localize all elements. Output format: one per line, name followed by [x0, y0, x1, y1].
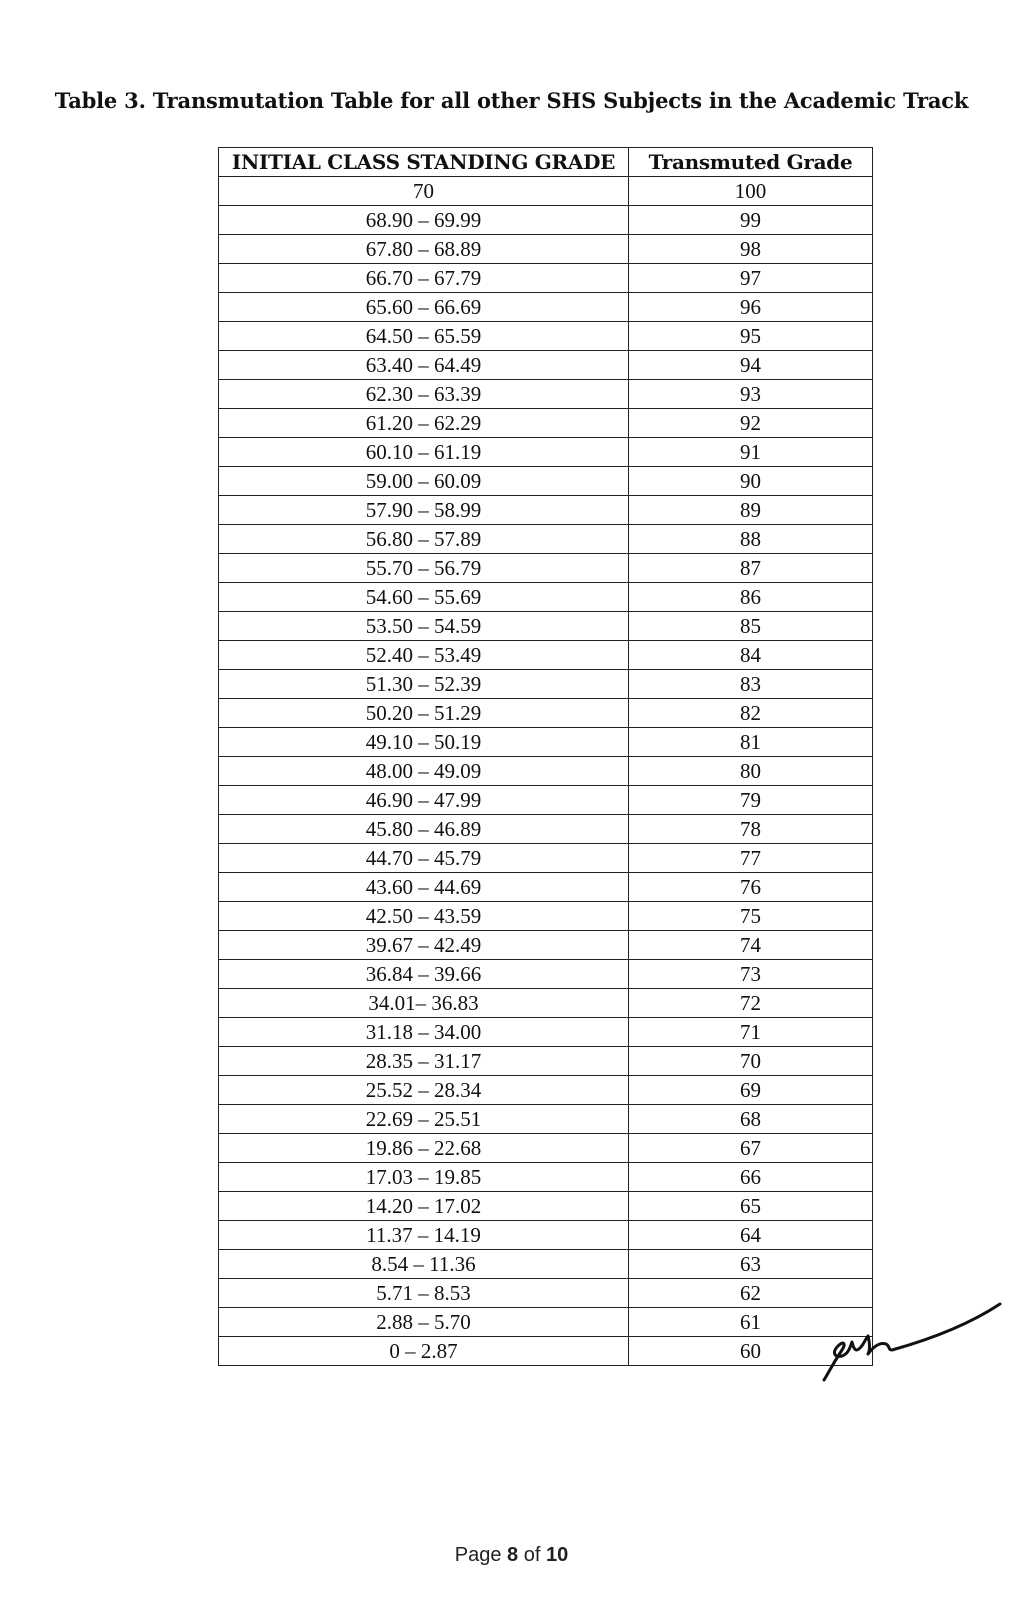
transmuted-grade-cell: 88: [629, 525, 873, 554]
initial-grade-cell: 56.80 – 57.89: [219, 525, 629, 554]
table-row: [219, 525, 873, 554]
transmuted-grade-cell: 64: [629, 1221, 873, 1250]
transmuted-grade-cell: 69: [629, 1076, 873, 1105]
table-row: [219, 264, 873, 293]
initial-grade-cell: 52.40 – 53.49: [219, 641, 629, 670]
transmuted-grade-cell: 98: [629, 235, 873, 264]
initial-grade-cell: 31.18 – 34.00: [219, 1018, 629, 1047]
initial-grade-cell: 36.84 – 39.66: [219, 960, 629, 989]
page-footer: [0, 1544, 1023, 1567]
transmuted-grade-cell: 70: [629, 1047, 873, 1076]
transmuted-grade-cell: 75: [629, 902, 873, 931]
table-row: [219, 757, 873, 786]
table-row: [219, 467, 873, 496]
table-row: [219, 206, 873, 235]
header-transmuted-grade: Transmuted Grade: [629, 148, 873, 177]
transmuted-grade-cell: 77: [629, 844, 873, 873]
page-total: 10: [545, 1544, 569, 1566]
initial-grade-cell: 61.20 – 62.29: [219, 409, 629, 438]
table-row: [219, 1076, 873, 1105]
table-row: [219, 438, 873, 467]
initial-grade-cell: 65.60 – 66.69: [219, 293, 629, 322]
table-row: [219, 902, 873, 931]
table-row: [219, 815, 873, 844]
table-row: [219, 989, 873, 1018]
table-row: [219, 670, 873, 699]
initial-grade-cell: 17.03 – 19.85: [219, 1163, 629, 1192]
transmuted-grade-cell: 89: [629, 496, 873, 525]
initial-grade-cell: 45.80 – 46.89: [219, 815, 629, 844]
initial-grade-cell: 14.20 – 17.02: [219, 1192, 629, 1221]
table-row: [219, 612, 873, 641]
transmuted-grade-cell: 66: [629, 1163, 873, 1192]
transmuted-grade-cell: 91: [629, 438, 873, 467]
transmuted-grade-cell: 100: [629, 177, 873, 206]
initial-grade-cell: 0 – 2.87: [219, 1337, 629, 1366]
table-row: [219, 293, 873, 322]
initial-grade-cell: 57.90 – 58.99: [219, 496, 629, 525]
signature: [818, 1300, 1008, 1390]
initial-grade-cell: 63.40 – 64.49: [219, 351, 629, 380]
initial-grade-cell: 64.50 – 65.59: [219, 322, 629, 351]
table-row: [219, 960, 873, 989]
initial-grade-cell: 49.10 – 50.19: [219, 728, 629, 757]
initial-grade-cell: 43.60 – 44.69: [219, 873, 629, 902]
initial-grade-cell: 54.60 – 55.69: [219, 583, 629, 612]
table-row: [219, 1105, 873, 1134]
initial-grade-cell: 39.67 – 42.49: [219, 931, 629, 960]
transmuted-grade-cell: 62: [629, 1279, 873, 1308]
table-row: [219, 554, 873, 583]
table-header-row: [219, 148, 873, 177]
transmuted-grade-cell: 94: [629, 351, 873, 380]
initial-grade-cell: 25.52 – 28.34: [219, 1076, 629, 1105]
table-row: [219, 235, 873, 264]
initial-grade-cell: 60.10 – 61.19: [219, 438, 629, 467]
transmuted-grade-cell: 61: [629, 1308, 873, 1337]
table-row: [219, 728, 873, 757]
transmuted-grade-cell: 74: [629, 931, 873, 960]
transmuted-grade-cell: 93: [629, 380, 873, 409]
transmuted-grade-cell: 67: [629, 1134, 873, 1163]
initial-grade-cell: 53.50 – 54.59: [219, 612, 629, 641]
transmuted-grade-cell: 99: [629, 206, 873, 235]
page-number: 8: [507, 1544, 519, 1566]
initial-grade-cell: 68.90 – 69.99: [219, 206, 629, 235]
transmuted-grade-cell: 87: [629, 554, 873, 583]
initial-grade-cell: 67.80 – 68.89: [219, 235, 629, 264]
table-row: [219, 844, 873, 873]
transmuted-grade-cell: 82: [629, 699, 873, 728]
transmuted-grade-cell: 80: [629, 757, 873, 786]
transmuted-grade-cell: 60: [629, 1337, 873, 1366]
transmuted-grade-cell: 85: [629, 612, 873, 641]
transmuted-grade-cell: 97: [629, 264, 873, 293]
transmuted-grade-cell: 84: [629, 641, 873, 670]
transmuted-grade-cell: 71: [629, 1018, 873, 1047]
initial-grade-cell: 48.00 – 49.09: [219, 757, 629, 786]
table-body: [219, 177, 873, 1366]
table-row: [219, 1134, 873, 1163]
table-row: [219, 786, 873, 815]
transmuted-grade-cell: 73: [629, 960, 873, 989]
transmuted-grade-cell: 65: [629, 1192, 873, 1221]
table-row: [219, 1250, 873, 1279]
transmuted-grade-cell: 63: [629, 1250, 873, 1279]
table-row: [219, 322, 873, 351]
transmuted-grade-cell: 72: [629, 989, 873, 1018]
table-row: [219, 1279, 873, 1308]
initial-grade-cell: 70: [219, 177, 629, 206]
transmuted-grade-cell: 76: [629, 873, 873, 902]
transmuted-grade-cell: 68: [629, 1105, 873, 1134]
page-of: of: [523, 1544, 541, 1566]
initial-grade-cell: 50.20 – 51.29: [219, 699, 629, 728]
table-row: [219, 1192, 873, 1221]
initial-grade-cell: 11.37 – 14.19: [219, 1221, 629, 1250]
initial-grade-cell: 8.54 – 11.36: [219, 1250, 629, 1279]
table-row: [219, 177, 873, 206]
table-row: [219, 496, 873, 525]
page-prefix: Page: [454, 1544, 502, 1566]
table-row: [219, 699, 873, 728]
initial-grade-cell: 2.88 – 5.70: [219, 1308, 629, 1337]
table-row: [219, 1047, 873, 1076]
initial-grade-cell: 51.30 – 52.39: [219, 670, 629, 699]
table-title: Table 3. Transmutation Table for all other SHS Subjects in the Academic Track: [54, 88, 969, 113]
initial-grade-cell: 34.01– 36.83: [219, 989, 629, 1018]
initial-grade-cell: 22.69 – 25.51: [219, 1105, 629, 1134]
table-row: [219, 583, 873, 612]
initial-grade-cell: 55.70 – 56.79: [219, 554, 629, 583]
transmuted-grade-cell: 78: [629, 815, 873, 844]
table-row: [219, 1018, 873, 1047]
initial-grade-cell: 46.90 – 47.99: [219, 786, 629, 815]
table-row: [219, 873, 873, 902]
table-row: [219, 409, 873, 438]
initial-grade-cell: 44.70 – 45.79: [219, 844, 629, 873]
table-row: [219, 380, 873, 409]
transmuted-grade-cell: 92: [629, 409, 873, 438]
table-row: [219, 1221, 873, 1250]
transmuted-grade-cell: 79: [629, 786, 873, 815]
transmuted-grade-cell: 81: [629, 728, 873, 757]
transmutation-table: [218, 147, 873, 1366]
table-row: [219, 351, 873, 380]
transmuted-grade-cell: 95: [629, 322, 873, 351]
initial-grade-cell: 28.35 – 31.17: [219, 1047, 629, 1076]
table-row: [219, 1163, 873, 1192]
initial-grade-cell: 62.30 – 63.39: [219, 380, 629, 409]
table-row: [219, 931, 873, 960]
initial-grade-cell: 66.70 – 67.79: [219, 264, 629, 293]
initial-grade-cell: 19.86 – 22.68: [219, 1134, 629, 1163]
initial-grade-cell: 5.71 – 8.53: [219, 1279, 629, 1308]
transmuted-grade-cell: 86: [629, 583, 873, 612]
transmuted-grade-cell: 83: [629, 670, 873, 699]
table-row: [219, 641, 873, 670]
transmuted-grade-cell: 96: [629, 293, 873, 322]
initial-grade-cell: 42.50 – 43.59: [219, 902, 629, 931]
initial-grade-cell: 59.00 – 60.09: [219, 467, 629, 496]
table-row: [219, 1308, 873, 1337]
transmuted-grade-cell: 90: [629, 467, 873, 496]
header-initial-grade: INITIAL CLASS STANDING GRADE: [219, 148, 629, 177]
table-row: [219, 1337, 873, 1366]
